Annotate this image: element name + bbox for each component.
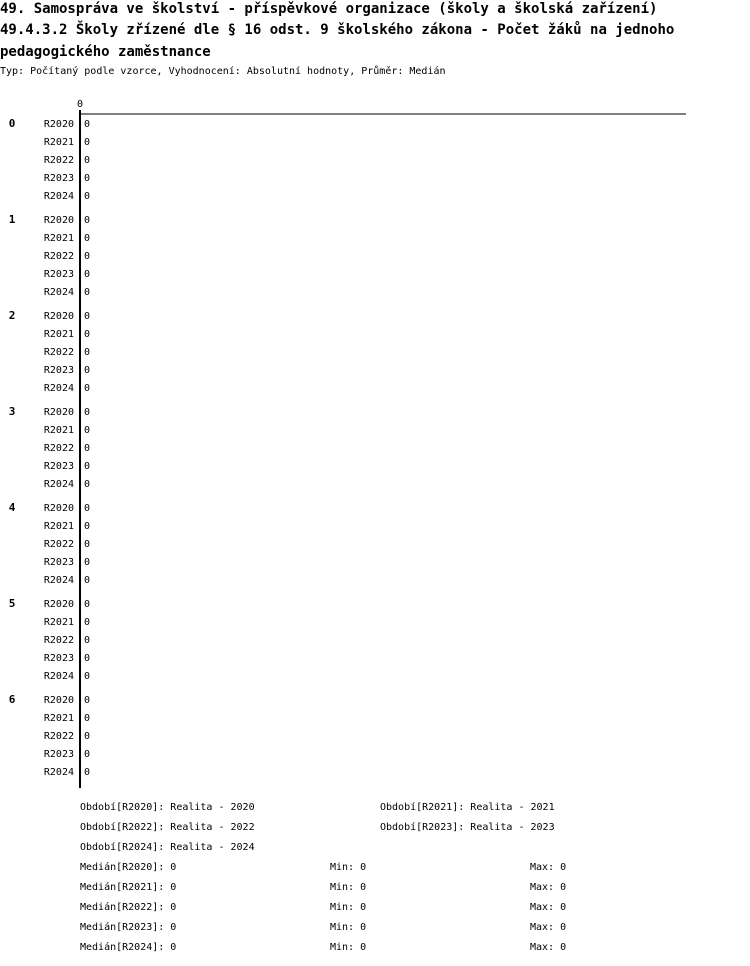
period-label: R2020 [43,119,74,130]
stat-min-r2020: Min: 0 [330,862,367,873]
bar-value-label: 0 [84,695,91,706]
period-label: R2022 [43,443,74,454]
period-label: R2021 [43,329,74,340]
chart-title-line-3: pedagogického zaměstnance [0,44,211,60]
stat-min-r2022: Min: 0 [330,902,367,913]
bar-value-label: 0 [84,173,91,184]
stat-max-r2023: Max: 0 [530,922,567,933]
bar-value-label: 0 [84,329,91,340]
period-label: R2022 [43,347,74,358]
bar-value-label: 0 [84,503,91,514]
bar-value-label: 0 [84,617,91,628]
period-label: R2023 [43,461,74,472]
axis-tick-label: 0 [76,99,84,110]
bar-value-label: 0 [84,311,91,322]
period-label: R2024 [43,671,74,682]
bar-value-label: 0 [84,365,91,376]
period-label: R2020 [43,695,74,706]
period-label: R2024 [43,479,74,490]
stat-max-r2021: Max: 0 [530,882,567,893]
stat-median-r2021: Medián[R2021]: 0 [80,882,177,893]
period-label: R2021 [43,425,74,436]
bar-value-label: 0 [84,347,91,358]
stat-median-r2023: Medián[R2023]: 0 [80,922,177,933]
period-label: R2021 [43,521,74,532]
period-label: R2021 [43,233,74,244]
period-label: R2023 [43,749,74,760]
period-label: R2022 [43,251,74,262]
group-label: 5 [8,597,16,610]
period-label: R2023 [43,269,74,280]
bar-value-label: 0 [84,539,91,550]
stat-max-r2022: Max: 0 [530,902,567,913]
bar-value-label: 0 [84,383,91,394]
bar-value-label: 0 [84,251,91,262]
period-label: R2023 [43,653,74,664]
period-label: R2024 [43,383,74,394]
group-label: 6 [8,693,16,706]
period-label: R2020 [43,503,74,514]
stat-max-r2020: Max: 0 [530,862,567,873]
period-label: R2020 [43,407,74,418]
bar-value-label: 0 [84,137,91,148]
period-label: R2024 [43,191,74,202]
period-label: R2024 [43,767,74,778]
stat-median-r2024: Medián[R2024]: 0 [80,942,177,953]
group-label: 1 [8,213,16,226]
chart-title-line-1: 49. Samospráva ve školství - příspěvkové organizace (školy a školská zařízení) [0,1,658,17]
bar-value-label: 0 [84,599,91,610]
chart-subtitle: Typ: Počítaný podle vzorce, Vyhodnocení: Absolutní hodnoty, Průměr: Medián [0,66,446,77]
stat-min-r2021: Min: 0 [330,882,367,893]
bar-value-label: 0 [84,269,91,280]
legend-period-r2020: Období[R2020]: Realita - 2020 [80,802,255,813]
bar-value-label: 0 [84,749,91,760]
bar-value-label: 0 [84,653,91,664]
bar-value-label: 0 [84,119,91,130]
bar-value-label: 0 [84,425,91,436]
period-label: R2020 [43,599,74,610]
period-label: R2022 [43,539,74,550]
period-label: R2022 [43,731,74,742]
bar-value-label: 0 [84,767,91,778]
bar-value-label: 0 [84,191,91,202]
stat-median-r2022: Medián[R2022]: 0 [80,902,177,913]
bar-value-label: 0 [84,215,91,226]
bar-value-label: 0 [84,155,91,166]
stat-min-r2023: Min: 0 [330,922,367,933]
period-label: R2020 [43,311,74,322]
chart-title-line-2: 49.4.3.2 Školy zřízené dle § 16 odst. 9 školského zákona - Počet žáků na jednoho [0,22,675,38]
legend-period-r2023: Období[R2023]: Realita - 2023 [380,822,555,833]
period-label: R2022 [43,635,74,646]
period-label: R2021 [43,713,74,724]
group-label: 3 [8,405,16,418]
bar-value-label: 0 [84,479,91,490]
stat-median-r2020: Medián[R2020]: 0 [80,862,177,873]
legend-period-r2021: Období[R2021]: Realita - 2021 [380,802,555,813]
group-label: 2 [8,309,16,322]
bar-value-label: 0 [84,461,91,472]
stat-min-r2024: Min: 0 [330,942,367,953]
legend-period-r2022: Období[R2022]: Realita - 2022 [80,822,255,833]
bar-value-label: 0 [84,635,91,646]
group-label: 0 [8,117,16,130]
period-label: R2023 [43,173,74,184]
bar-value-label: 0 [84,575,91,586]
period-label: R2021 [43,617,74,628]
period-label: R2022 [43,155,74,166]
bar-value-label: 0 [84,443,91,454]
period-label: R2023 [43,557,74,568]
bar-value-label: 0 [84,557,91,568]
bar-value-label: 0 [84,521,91,532]
period-label: R2020 [43,215,74,226]
bar-value-label: 0 [84,407,91,418]
period-label: R2021 [43,137,74,148]
period-label: R2024 [43,287,74,298]
bar-value-label: 0 [84,287,91,298]
period-label: R2024 [43,575,74,586]
group-label: 4 [8,501,16,514]
bar-value-label: 0 [84,731,91,742]
legend-period-r2024: Období[R2024]: Realita - 2024 [80,842,255,853]
bar-value-label: 0 [84,233,91,244]
stat-max-r2024: Max: 0 [530,942,567,953]
period-label: R2023 [43,365,74,376]
bar-value-label: 0 [84,713,91,724]
bar-value-label: 0 [84,671,91,682]
